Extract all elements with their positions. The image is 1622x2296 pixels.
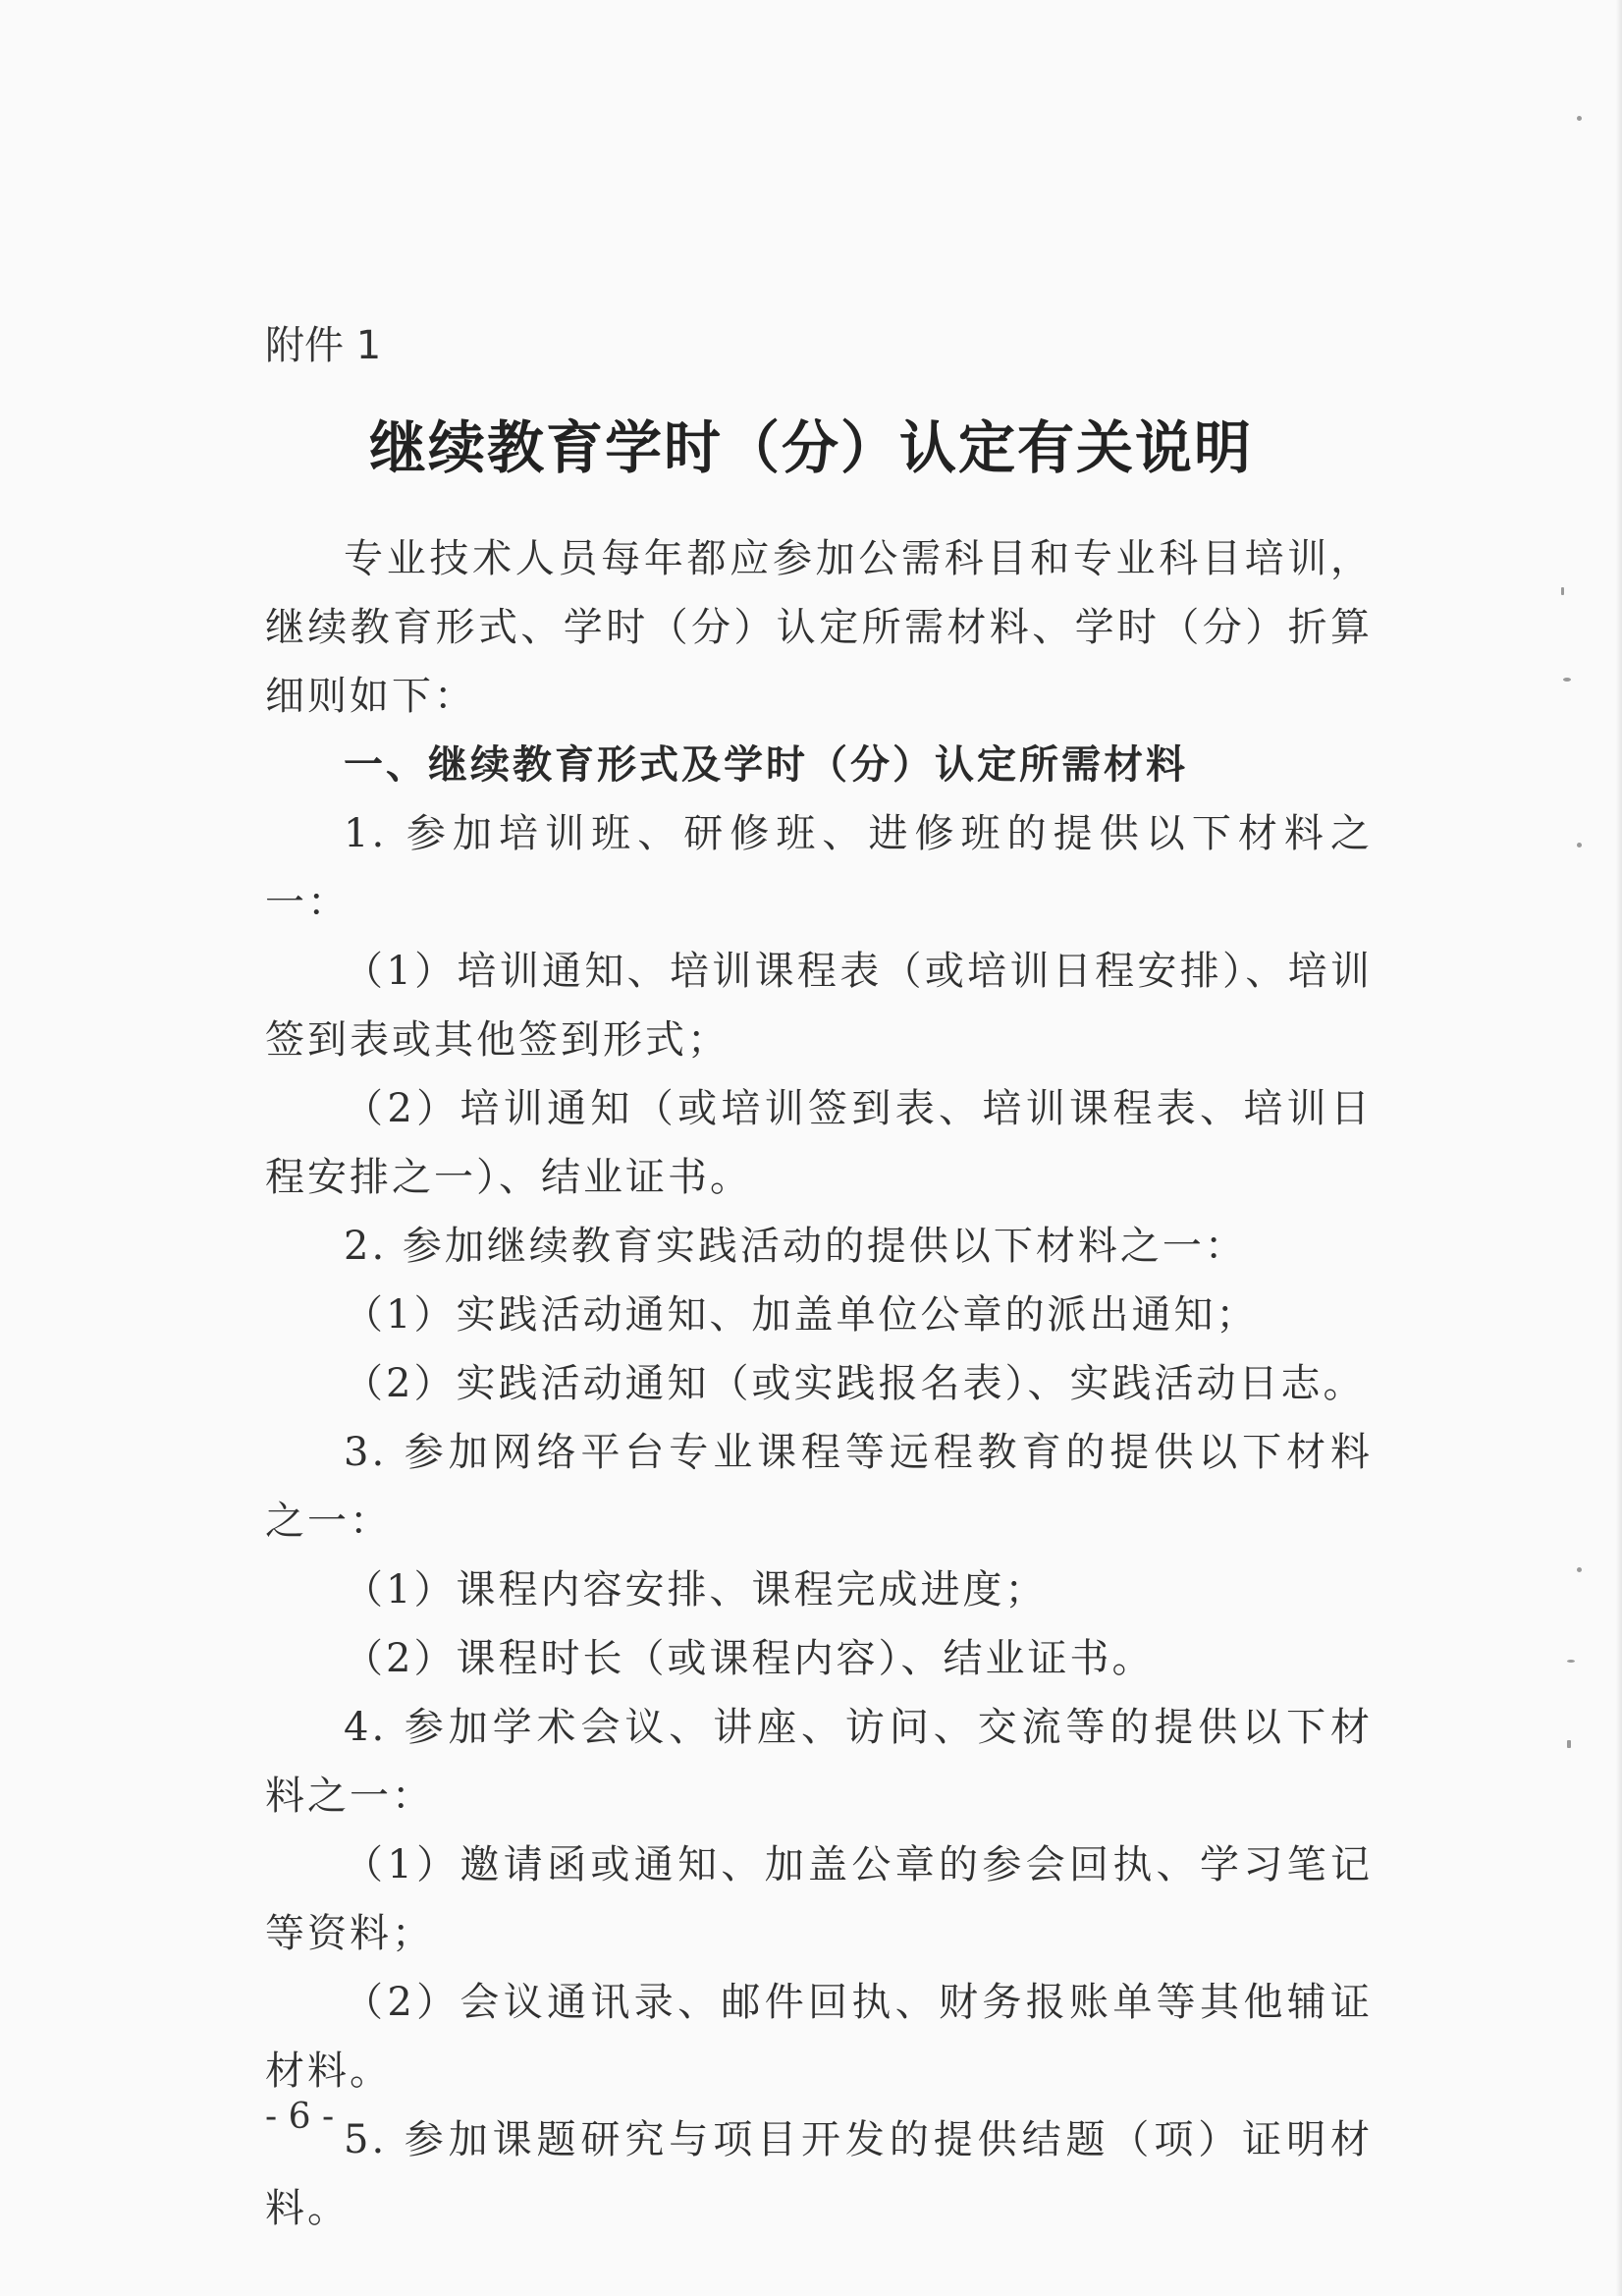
scan-speck xyxy=(1567,1660,1575,1663)
item-4-paragraph: 4. 参加学术会议、讲座、访问、交流等的提供以下材料之一： xyxy=(265,1705,1373,1819)
page-number: - 6 - xyxy=(265,2097,335,2137)
item-2-sub-1: （1）实践活动通知、加盖单位公章的派出通知； xyxy=(344,1292,1259,1338)
intro-paragraph: 专业技术人员每年都应参加公需科目和专业科目培训，继续教育形式、学时（分）认定所需材料、学时（分）折算细则如下： xyxy=(265,536,1373,719)
item-5-paragraph: 5. 参加课题研究与项目开发的提供结题（项）证明材料。 xyxy=(265,2117,1373,2231)
document-body xyxy=(265,524,1373,2243)
item-4-sub-2: （2）会议通讯录、邮件回执、财务报账单等其他辅证材料。 xyxy=(265,1980,1373,2094)
scan-speck xyxy=(1577,116,1582,121)
item-3-sub-1: （1）课程内容安排、课程完成进度； xyxy=(344,1567,1048,1613)
item-4-sub-1: （1）邀请函或通知、加盖公章的参会回执、学习笔记等资料； xyxy=(265,1842,1373,1956)
scan-speck xyxy=(1561,587,1564,595)
item-3-paragraph: 3. 参加网络平台专业课程等远程教育的提供以下材料之一： xyxy=(265,1430,1373,1544)
item-3-sub-2: （2）课程时长（或课程内容）、结业证书。 xyxy=(344,1636,1155,1681)
item-1-sub-1: （1）培训通知、培训课程表（或培训日程安排）、培训签到表或其他签到形式； xyxy=(265,949,1373,1063)
scan-speck xyxy=(1563,678,1571,682)
scan-speck xyxy=(1577,1567,1582,1572)
scan-edge-shadow xyxy=(1616,0,1622,2296)
attachment-label: 附件 1 xyxy=(265,323,382,368)
item-1-sub-2: （2）培训通知（或培训签到表、培训课程表、培训日程安排之一）、结业证书。 xyxy=(265,1086,1373,1200)
scan-speck xyxy=(1577,843,1582,847)
item-2-sub-2: （2）实践活动通知（或实践报名表）、实践活动日志。 xyxy=(344,1361,1366,1406)
scan-speck xyxy=(1567,1740,1571,1748)
document-title: 继续教育学时（分）认定有关说明 xyxy=(368,414,1253,481)
item-1-paragraph: 1. 参加培训班、研修班、进修班的提供以下材料之一： xyxy=(265,811,1373,925)
section-heading: 一、继续教育形式及学时（分）认定所需材料 xyxy=(344,742,1188,788)
item-2-paragraph: 2. 参加继续教育实践活动的提供以下材料之一： xyxy=(344,1224,1247,1269)
